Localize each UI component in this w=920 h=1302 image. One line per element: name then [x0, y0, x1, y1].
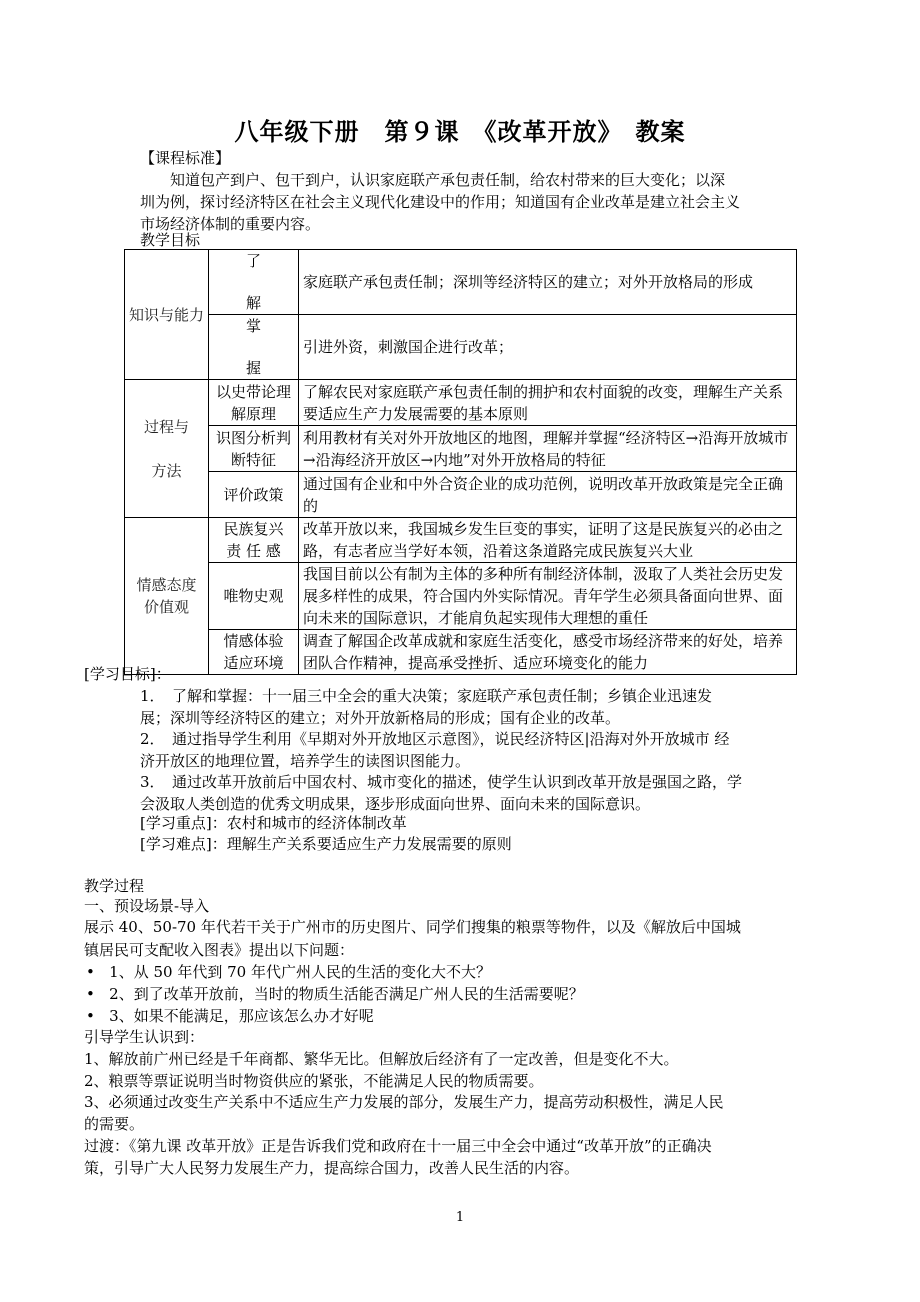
content-cell: 通过国有企业和中外合资企业的成功范例，说明改革开放政策是完全正确的	[299, 472, 797, 518]
transition-line: 策，引导广大人民努力发展生产力，提高综合国力，改善人民生活的内容。	[84, 1159, 580, 1177]
question-item: • 1、从 50 年代到 70 年代广州人民的生活的变化大不大？	[86, 963, 491, 981]
standard-line: 市场经济体制的重要内容。	[140, 215, 321, 233]
objectives-label: 教学目标	[140, 231, 201, 249]
category-process: 过程与 方法	[125, 380, 209, 518]
standard-line: 知道包产到户、包干到户，认识家庭联产承包责任制，给农村带来的巨大变化；以深	[170, 171, 726, 189]
point-line: 的需要。	[84, 1115, 145, 1133]
course-standard-heading: 【课程标准】	[140, 149, 231, 167]
intro-line: 镇居民可支配收入图表》提出以下问题：	[84, 941, 355, 959]
sub-understand: 了 解	[209, 250, 299, 315]
sub-master: 掌 握	[209, 315, 299, 380]
standard-line: 圳为例，探讨经济特区在社会主义现代化建设中的作用；知道国有企业改革是建立社会主义	[140, 193, 741, 211]
page-number: 1	[455, 1210, 465, 1225]
category-emotion: 情感态度价值观	[125, 518, 209, 675]
intro-line: 展示 40、50-70 年代若干关于广州市的历史图片、同学们搜集的粮票等物件，以及《解放后中国城	[84, 918, 741, 936]
sub-cell: 识图分析判断特征	[209, 426, 299, 472]
objectives-table	[124, 249, 797, 675]
question-item: • 2、到了改革开放前，当时的物质生活能否满足广州人民的生活需要呢？	[86, 985, 584, 1003]
question-item: • 3、如果不能满足，那应该怎么办才好呢	[86, 1007, 374, 1025]
goal-item-line: 济开放区的地理位置，培养学生的读图识图能力。	[140, 752, 471, 770]
content-cell: 引进外资，刺激国企进行改革；	[299, 315, 797, 380]
content-cell: 改革开放以来，我国城乡发生巨变的事实，证明了这是民族复兴的必由之路，有志者应当学好本领，沿着这条道路完成民族复兴大业	[299, 518, 797, 563]
transition-line: 过渡：《第九课 改革开放》正是告诉我们党和政府在十一届三中全会中通过“改革开放”的正确决	[84, 1137, 712, 1155]
point-line: 2、粮票等票证说明当时物资供应的紧张，不能满足人民的物质需要。	[84, 1072, 544, 1090]
bullet-icon: •	[86, 1007, 95, 1025]
sub-cell: 评价政策	[209, 472, 299, 518]
bullet-icon: •	[86, 963, 95, 981]
content-cell: 家庭联产承包责任制；深圳等经济特区的建立；对外开放格局的形成	[299, 250, 797, 315]
goal-item-line: 1． 了解和掌握：十一届三中全会的重大决策；家庭联产承包责任制；乡镇企业迅速发	[140, 687, 713, 705]
section-heading: 一、预设场景-导入	[84, 897, 210, 915]
goal-item-line: 会汲取人类创造的优秀文明成果，逐步形成面向世界、面向未来的国际意识。	[140, 795, 651, 813]
point-line: 3、必须通过改变生产关系中不适应生产力发展的部分，发展生产力，提高劳动积极性，满足人民	[84, 1093, 724, 1111]
goal-item-line: 3． 通过改革开放前后中国农村、城市变化的描述，使学生认识到改革开放是强国之路，学	[140, 773, 743, 791]
key-point: [学习重点]：农村和城市的经济体制改革	[140, 814, 407, 832]
sub-cell: 民族复兴 责 任 感	[209, 518, 299, 563]
difficulty-point: [学习难点]：理解生产关系要适应生产力发展需要的原则	[140, 835, 512, 853]
guide-label: 引导学生认识到：	[84, 1028, 205, 1046]
sub-cell: 以史带论理解原理	[209, 380, 299, 426]
content-cell: 调查了解国企改革成就和家庭生活变化，感受市场经济带来的好处，培养团队合作精神，提高承受挫折、适应环境变化的能力	[299, 630, 797, 675]
page-title: 八年级下册 第９课 《改革开放》 教案	[234, 117, 686, 146]
category-knowledge: 知识与能力	[125, 250, 209, 380]
learning-goals-heading: [学习目标]：	[84, 665, 171, 683]
point-line: 1、解放前广州已经是千年商都、繁华无比。但解放后经济有了一定改善，但是变化不大。	[84, 1050, 679, 1068]
sub-cell: 唯物史观	[209, 563, 299, 630]
content-cell: 了解农民对家庭联产承包责任制的拥护和农村面貌的改变，理解生产关系要适应生产力发展需要的基本原则	[299, 380, 797, 426]
bullet-icon: •	[86, 985, 95, 1003]
sub-cell: 情感体验 适应环境	[209, 630, 299, 675]
process-heading: 教学过程	[84, 877, 145, 895]
content-cell: 利用教材有关对外开放地区的地图，理解并掌握“经济特区→沿海开放城市→沿海经济开放区→内地”对外开放格局的特征	[299, 426, 797, 472]
content-cell: 我国目前以公有制为主体的多种所有制经济体制，汲取了人类社会历史发展多样性的成果，符合国内外实际情况。青年学生必须具备面向世界、面向未来的国际意识，才能肩负起实现伟大理想的重任	[299, 563, 797, 630]
goal-item-line: 展；深圳等经济特区的建立；对外开放新格局的形成；国有企业的改革。	[140, 709, 621, 727]
goal-item-line: 2． 通过指导学生利用《早期对外开放地区示意图》，说民经济特区|沿海对外开放城市 经	[140, 730, 730, 748]
